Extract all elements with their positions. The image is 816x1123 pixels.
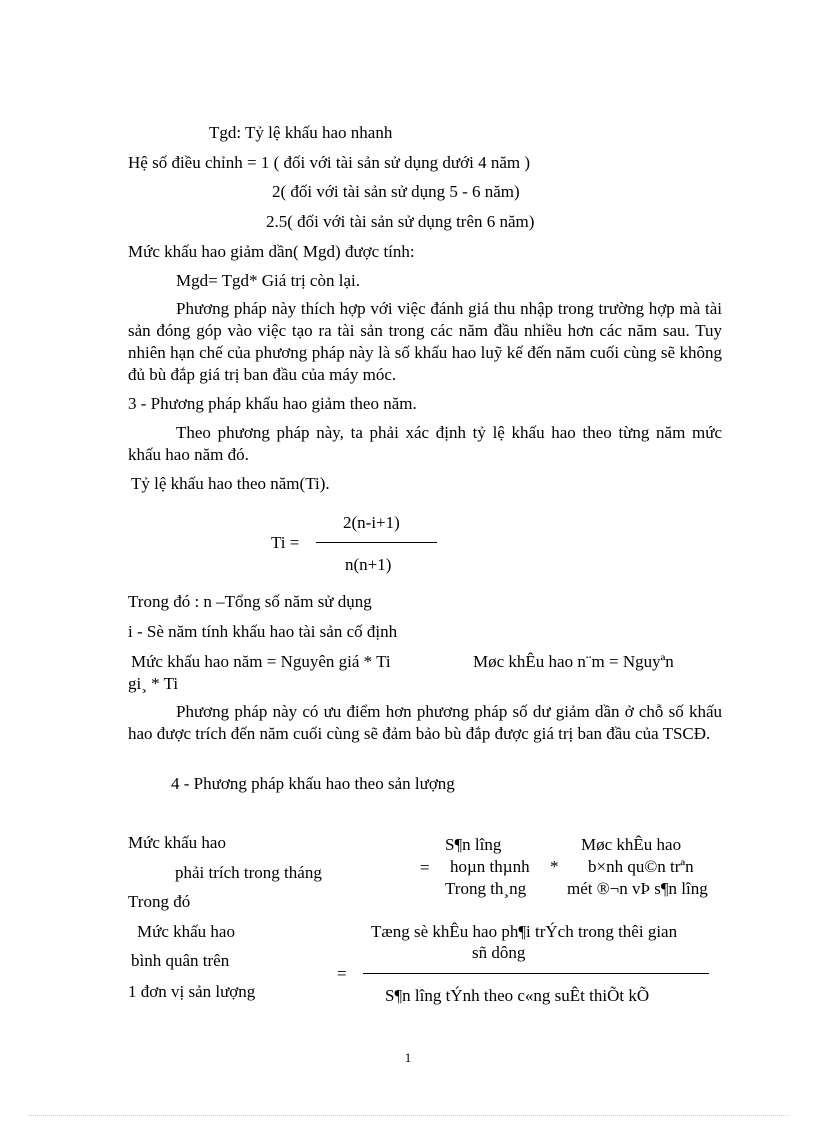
output-col1-line3: Trong th¸ng	[445, 879, 527, 898]
where-label: Trong đó	[128, 892, 191, 911]
ti-formula-numerator: 2(n-i+1)	[343, 513, 400, 532]
average-depreciation-label: Mức khấu hao	[137, 922, 235, 941]
paragraph-advantage: Phương pháp này có ưu điểm hơn phương pháp số dư giảm dần ở chỗ số khấu hao được trích đến năm cuối cùng sẽ đảm bảo bù đắp được giá trị ban đầu của TSCĐ.	[128, 702, 722, 743]
section-3-heading: 3 - Phương pháp khấu hao giảm theo năm.	[128, 394, 417, 413]
monthly-depreciation-label: Mức khấu hao	[128, 833, 226, 852]
adjustment-coefficient-1: Hệ số điều chỉnh = 1 ( đối với tài sản sử dụng dưới 4 năm )	[128, 153, 530, 172]
output-col2-line3: mét ®¬n vÞ s¶n lîng	[567, 879, 708, 898]
ti-fraction-bar	[316, 542, 437, 543]
ti-formula-denominator: n(n+1)	[345, 555, 392, 574]
output-col1-line1: S¶n lîng	[445, 835, 502, 854]
ti-intro: Tỷ lệ khấu hao theo năm(Ti).	[131, 474, 330, 493]
page-number: 1	[404, 1050, 412, 1065]
adjustment-coefficient-2: 2( đối với tài sản sử dụng 5 - 6 năm)	[272, 182, 520, 201]
page-bottom-rule	[28, 1115, 788, 1116]
ti-formula-lhs: Ti =	[271, 533, 300, 552]
annual-depreciation-formula-garbled-cont: gi¸ * Ti	[128, 674, 179, 693]
output-col1-line2: hoµn thµnh	[450, 857, 530, 876]
monthly-depreciation-label-cont: phải trích trong tháng	[175, 863, 322, 882]
output-formula-equals: =	[420, 858, 430, 877]
output-col2-line1: Møc khÊu hao	[581, 835, 682, 854]
average-formula-equals: =	[337, 964, 347, 983]
annual-depreciation-formula: Mức khấu hao năm = Nguyên giá * Ti	[131, 652, 391, 671]
mgd-intro: Mức khấu hao giảm dần( Mgd) được tính:	[128, 242, 415, 261]
annual-depreciation-formula-garbled: Møc khÊu hao n¨m = Nguyªn	[473, 652, 674, 671]
mgd-formula: Mgd= Tgd* Giá trị còn lại.	[176, 271, 360, 290]
average-formula-numerator-line1: Tæng sè khÊu hao ph¶i trÝch trong thêi gian	[371, 922, 678, 941]
tgd-definition: Tgd: Tỷ lệ khấu hao nhanh	[209, 123, 393, 142]
section-4-heading: 4 - Phương pháp khấu hao theo sản lượng	[171, 774, 455, 793]
average-depreciation-label-cont: bình quân trên	[131, 951, 230, 970]
where-i: i - Sè năm tính khấu hao tài sản cố định	[128, 622, 398, 641]
paragraph-declining-balance: Phương pháp này thích hợp với việc đánh giá thu nhập trong trường hợp mà tài sản đóng góp vào việc tạo ra tài sản trong các năm đầu nhiều hơn các năm sau. Tuy nhiên hạn chế của phương pháp này là số khấu hao luỹ kế đến năm cuối cùng sẽ không đủ bù đắp giá trị ban đầu của máy móc.	[128, 299, 722, 384]
adjustment-coefficient-3: 2.5( đối với tài sản sử dụng trên 6 năm)	[266, 212, 535, 231]
where-n: Trong đó : n –Tổng số năm sử dụng	[128, 592, 372, 611]
output-col2-line2: b×nh qu©n trªn	[588, 857, 694, 876]
average-fraction-bar	[363, 973, 709, 974]
paragraph-section-3: Theo phương pháp này, ta phải xác định tỷ lệ khấu hao theo từng năm mức khấu hao năm đó.	[128, 423, 722, 464]
average-formula-numerator-line2: sñ dông	[472, 943, 526, 962]
average-formula-denominator: S¶n lîng tÝnh theo c«ng suÊt thiÕt kÕ	[385, 986, 650, 1005]
output-formula-multiply: *	[550, 857, 559, 876]
average-depreciation-label-cont2: 1 đơn vị sản lượng	[128, 982, 256, 1001]
